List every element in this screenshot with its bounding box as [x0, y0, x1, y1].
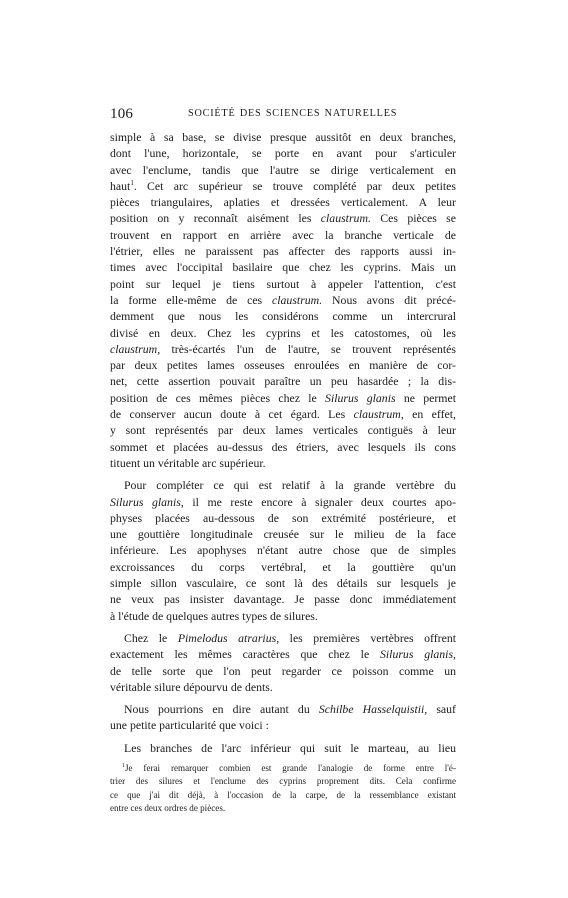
text-line	[110, 276, 456, 292]
text-run: ne permet	[395, 390, 456, 405]
footnote-line	[110, 775, 456, 788]
text-run: tituent un véritable arc supérieur.	[110, 455, 266, 470]
text-line	[110, 439, 456, 455]
text-run: à l'étude de quelques autres types de silures.	[110, 608, 318, 623]
page-header	[110, 106, 456, 126]
footnote-marker: 1	[130, 178, 134, 187]
text-run: simple à sa base, se divise presque aussitôt en deux branches,	[110, 130, 456, 144]
text-run: position de ces mêmes pièces chez le	[110, 390, 326, 405]
text-line	[110, 129, 456, 145]
text-run: trouvent en rapport en arrière avec la branche verticale de	[110, 227, 456, 242]
text-line	[110, 178, 456, 194]
body-text	[110, 129, 456, 756]
text-line	[110, 194, 456, 210]
page-number: 106	[110, 106, 134, 122]
text-run: exactement les mêmes caractères que chez le	[110, 647, 380, 662]
text-run: trier des silures et l'enclume des cyprins proprement dits. Cela confirme	[110, 776, 456, 787]
italic-term: claustrum.	[272, 292, 323, 307]
text-run: véritable silure dépourvu de dents.	[110, 679, 273, 694]
text-run: physes placées au-dessous de son extrémité postérieure, et	[110, 510, 456, 525]
italic-term: Silurus glanis	[110, 494, 181, 509]
text-run: net, cette assertion pouvait paraître un peu hasardée ; la dis-	[110, 374, 456, 389]
text-run: ce que j'ai dit déjà, à l'occasion de la carpe, de la ressemblance existant	[110, 789, 456, 800]
text-run: l'étrier, elles ne paraissent pas affecter des rapports aussi in-	[110, 244, 456, 259]
text-run: avec l'enclume, tandis que l'autre se dirige verticalement en	[110, 162, 456, 177]
text-run: , les premières vertèbres offrent	[276, 630, 456, 645]
text-line	[110, 227, 456, 243]
footnote-line	[110, 762, 456, 775]
text-line	[110, 575, 456, 591]
text-line	[110, 591, 456, 607]
text-line	[110, 308, 456, 324]
italic-term: Silurus glanis	[325, 390, 396, 405]
text-run: de telle sorte que l'on peut regarder ce poisson comme un	[110, 663, 456, 678]
text-run: la forme elle-même de ces	[110, 292, 273, 307]
text-line	[110, 740, 456, 756]
text-run: , sauf	[424, 702, 456, 717]
text-line	[110, 259, 456, 275]
text-run: très-écartés l'un de l'autre, se trouvent représentés	[160, 341, 456, 356]
text-run: Je ferai remarquer combien est grande l'analogie de forme entre l'é-	[125, 762, 456, 773]
text-run: dont l'une, horizontale, se porte en avant pour s'articuler	[110, 146, 456, 161]
text-run: ne veux pas insister davantage. Je passe donc immédiatement	[110, 592, 456, 607]
text-line	[110, 494, 456, 510]
text-line	[110, 663, 456, 679]
text-line	[110, 292, 456, 308]
text-run: position on y reconnaît aisément les	[110, 211, 321, 226]
text-run: inférieure. Les apophyses n'étant autre chose que de simples	[110, 543, 456, 558]
footnotes	[110, 762, 456, 815]
footnote-marker: 1	[122, 762, 125, 769]
text-run: entre ces deux ordres de pièces.	[110, 802, 226, 813]
text-line	[110, 373, 456, 389]
text-line	[110, 608, 456, 624]
text-run: haut	[110, 178, 131, 193]
text-line	[110, 679, 456, 695]
text-run: times avec l'occipital basilaire que chez les cyprins. Mais un	[110, 260, 456, 275]
text-run: Les branches de l'arc inférieur qui suit le marteau, au lieu	[124, 740, 456, 755]
italic-term: Pimelodus atrarius	[177, 630, 277, 645]
text-line	[110, 145, 456, 161]
text-run: Ces pièces se	[370, 211, 456, 226]
text-line	[110, 357, 456, 373]
text-line	[110, 559, 456, 575]
text-line	[110, 210, 456, 226]
text-line	[110, 243, 456, 259]
text-run: point sur lequel je tiens surtout à appeler l'attention, c'est	[110, 276, 456, 291]
footnote-line	[110, 802, 456, 815]
text-line	[110, 630, 456, 646]
text-line	[110, 646, 456, 662]
text-line	[110, 162, 456, 178]
italic-term: claustrum.	[320, 211, 371, 226]
text-line	[110, 325, 456, 341]
text-line	[110, 422, 456, 438]
text-line	[110, 701, 456, 717]
footnote-line	[110, 789, 456, 802]
text-run: simple sillon vasculaire, ce sont là des détails sur lesquels je	[110, 576, 456, 591]
text-run: ,	[453, 647, 456, 662]
italic-term: Schilbe Hasselquistii	[318, 702, 425, 717]
text-line	[110, 455, 456, 471]
italic-term: Silurus glanis	[379, 647, 454, 662]
text-run: divisé en deux. Chez les cyprins et les catostomes, où les	[110, 325, 456, 340]
text-run: demment que nous les considérons comme un intercrural	[110, 309, 456, 324]
text-run: Pour compléter ce qui est relatif à la grande vertèbre du	[124, 478, 456, 493]
running-title: SOCIÉTÉ DES SCIENCES NATURELLES	[188, 108, 398, 119]
text-run: de conserver aucun doute à cet égard. Les	[110, 407, 354, 422]
text-line	[110, 542, 456, 558]
book-page	[110, 106, 456, 815]
text-run: excroissances du corps vertébral, et la gouttière qu'un	[110, 559, 456, 574]
text-run: , il me reste encore à signaler deux courtes apo-	[180, 494, 456, 509]
text-line	[110, 510, 456, 526]
text-run: sommet et placées au-dessus des étriers, avec lesquels ils cons	[110, 439, 456, 454]
text-line	[110, 406, 456, 422]
italic-term: claustrum	[353, 407, 401, 422]
text-run: y sont représentés par deux lames verticales contiguës à leur	[110, 423, 456, 438]
text-run: pièces triangulaires, aplaties et dressées verticalement. A leur	[110, 195, 456, 210]
text-run: Chez le	[124, 630, 178, 645]
text-run: une gouttière longitudinale creusée sur le milieu de la face	[110, 527, 456, 542]
text-run: , en effet,	[400, 407, 456, 422]
italic-term: claustrum,	[110, 341, 161, 356]
text-run: Nous avons dit précé-	[322, 292, 456, 307]
text-line	[110, 477, 456, 493]
text-run: par deux petites lames osseuses enroulées en manière de cor-	[110, 358, 456, 373]
text-run: Nous pourrions en dire autant du	[124, 702, 319, 717]
text-line	[110, 526, 456, 542]
text-line	[110, 390, 456, 406]
text-line	[110, 341, 456, 357]
text-line	[110, 717, 456, 733]
text-run: une petite particularité que voici :	[110, 718, 269, 733]
text-run: . Cet arc supérieur se trouve complété par deux petites	[133, 178, 456, 193]
